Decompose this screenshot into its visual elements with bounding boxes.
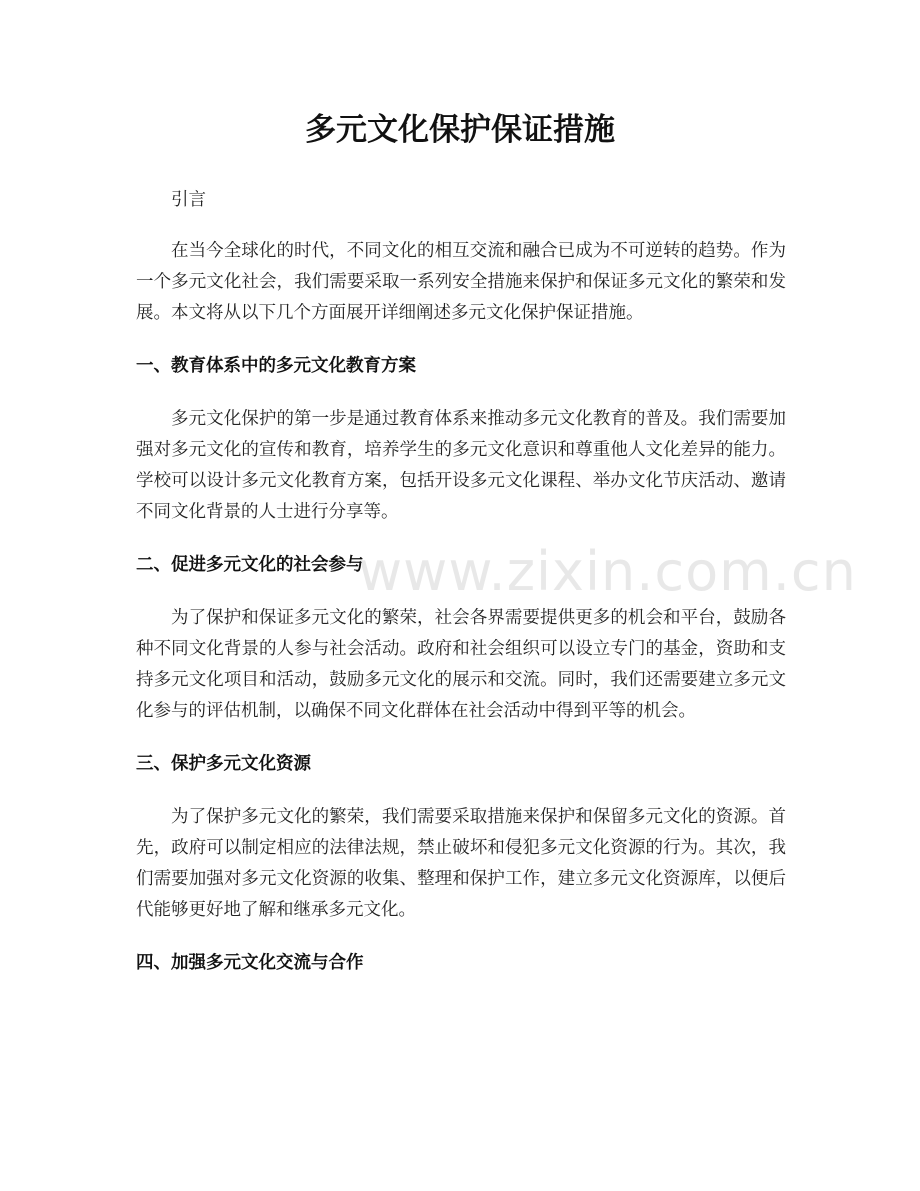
section-4-heading: 四、加强多元文化交流与合作: [136, 953, 364, 973]
section-3-body: 为了保护多元文化的繁荣，我们需要采取措施来保护和保留多元文化的资源。首先，政府可以制定相应的法律法规，禁止破坏和侵犯多元文化资源的行为。其次，我们需要加强对多元文化资源的收集、整理和保护工作，建立多元文化资源库，以便后代能够更好地了解和继承多元文化。: [136, 807, 786, 920]
watermark: www.zixin.com.cn: [358, 540, 857, 603]
section-2-body: 为了保护和保证多元文化的繁荣，社会各界需要提供更多的机会和平台，鼓励各种不同文化背景的人参与社会活动。政府和社会组织可以设立专门的基金，资助和支持多元文化项目和活动，鼓励多元文化的展示和交流。同时，我们还需要建立多元文化参与的评估机制，以确保不同文化群体在社会活动中得到平等的机会。: [136, 608, 786, 721]
intro-paragraph: 在当今全球化的时代，不同文化的相互交流和融合已成为不可逆转的趋势。作为一个多元文化社会，我们需要采取一系列安全措施来保护和保证多元文化的繁荣和发展。本文将从以下几个方面展开详细阐述多元文化保护保证措施。: [136, 241, 786, 323]
section-3-heading: 三、保护多元文化资源: [136, 754, 311, 774]
document-body: [136, 185, 786, 1001]
section-2-heading: 二、促进多元文化的社会参与: [136, 555, 364, 575]
section-1-body: 多元文化保护的第一步是通过教育体系来推动多元文化教育的普及。我们需要加强对多元文化的宣传和教育，培养学生的多元文化意识和尊重他人文化差异的能力。学校可以设计多元文化教育方案，包括开设多元文化课程、举办文化节庆活动、邀请不同文化背景的人士进行分享等。: [136, 409, 786, 522]
section-1-heading: 一、教育体系中的多元文化教育方案: [136, 356, 416, 376]
intro-label: 引言: [171, 190, 206, 210]
page-title: 多元文化保护保证措施: [305, 112, 615, 148]
